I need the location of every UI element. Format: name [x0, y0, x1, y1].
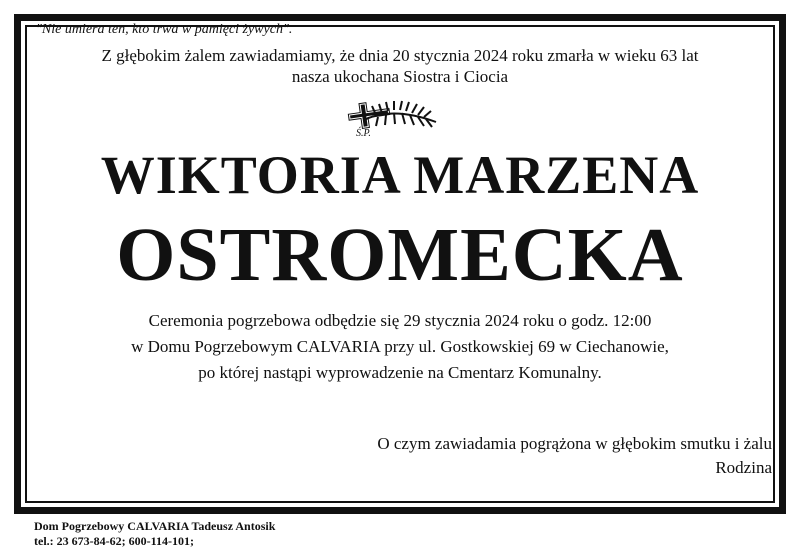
ceremony-details — [0, 308, 800, 386]
cross-and-palm-branch-icon — [338, 96, 438, 136]
funeral-home-info — [34, 519, 275, 549]
signature: Rodzina — [715, 458, 772, 477]
deceased-first-names: WIKTORIA MARZENA — [100, 145, 700, 205]
closing-block — [377, 432, 772, 480]
intro-line-1: Z głębokim żalem zawiadamiamy, że dnia 20 stycznia 2024 roku zmarła w wieku 63 lat — [101, 46, 699, 65]
deceased-surname: OSTROMECKA — [116, 213, 684, 297]
closing-line: O czym zawiadamia pogrążona w głębokim smutku i żalu — [377, 434, 772, 453]
ceremony-line-3: po której nastąpi wyprowadzenie na Cmentarz Komunalny. — [198, 363, 602, 382]
intro-text — [0, 45, 800, 87]
funeral-home-name: Dom Pogrzebowy CALVARIA Tadeusz Antosik — [34, 519, 276, 533]
funeral-home-phone: tel.: 23 673-84-62; 600-114-101; — [34, 534, 194, 548]
ceremony-line-2: w Domu Pogrzebowym CALVARIA przy ul. Gostkowskiej 69 w Ciechanowie, — [131, 337, 669, 356]
intro-line-2: nasza ukochana Siostra i Ciocia — [291, 67, 509, 86]
motto: "Nie umiera ten, kto trwa w pamięci żywych". — [36, 22, 293, 37]
ceremony-line-1: Ceremonia pogrzebowa odbędzie się 29 stycznia 2024 roku o godz. 12:00 — [148, 311, 652, 330]
sp-label: Ś.P. — [356, 128, 371, 139]
